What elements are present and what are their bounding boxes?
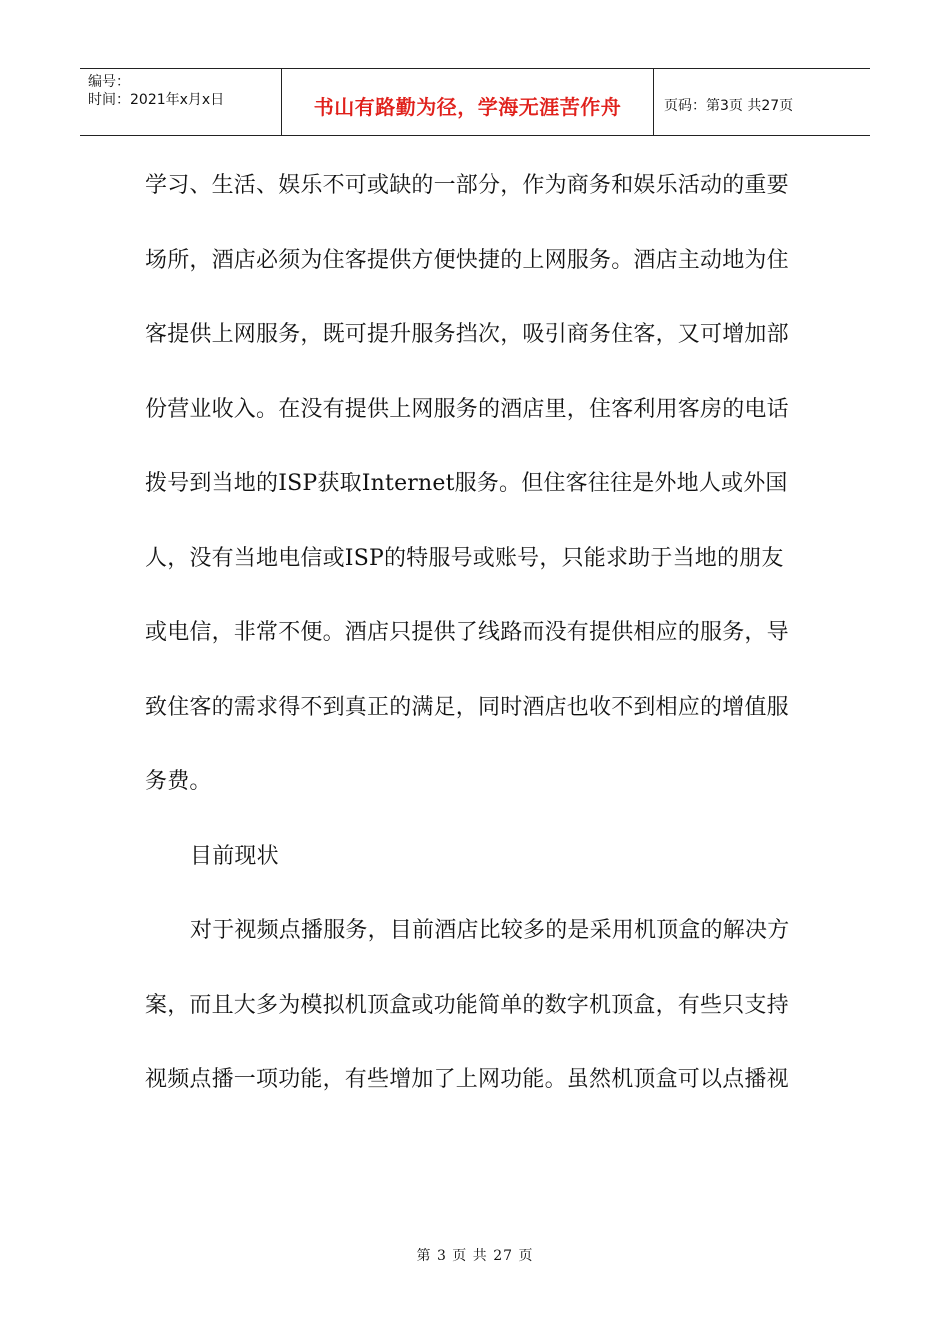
- body-line: 拨号到当地的ISP获取Internet服务。但住客往往是外地人或外国: [145, 471, 788, 496]
- document-date-label: 时间：2021年x月x日: [88, 92, 225, 108]
- body-line: 客提供上网服务，既可提升服务挡次，吸引商务住客，又可增加部: [145, 322, 789, 347]
- document-number-label: 编号：: [88, 74, 130, 90]
- body-line: 视频点播一项功能，有些增加了上网功能。虽然机顶盒可以点播视: [145, 1067, 789, 1092]
- header-page-info: 页码：第3页 共27页: [664, 98, 794, 114]
- body-line: 务费。: [145, 769, 212, 794]
- header-meta-cell: [80, 69, 282, 135]
- body-line: 场所，酒店必须为住客提供方便快捷的上网服务。酒店主动地为住: [145, 247, 789, 273]
- section-heading: 目前现状: [190, 843, 279, 869]
- body-line: 人，没有当地电信或ISP的特服号或账号，只能求助于当地的朋友: [145, 545, 784, 571]
- page-footer: 第 3 页 共 27 页: [416, 1248, 534, 1264]
- header-motto: 书山有路勤为径，学海无涯苦作舟: [282, 69, 654, 135]
- body-line: 份营业收入。在没有提供上网服务的酒店里，住客利用客房的电话: [145, 396, 789, 422]
- body-line: 对于视频点播服务，目前酒店比较多的是采用机顶盒的解决方: [190, 918, 790, 943]
- body-line: 或电信，非常不便。酒店只提供了线路而没有提供相应的服务，导: [145, 620, 789, 645]
- document-body: [145, 160, 805, 1129]
- header-table: [80, 68, 870, 136]
- body-line: 案，而且大多为模拟机顶盒或功能简单的数字机顶盒，有些只支持: [145, 992, 789, 1018]
- body-line: 学习、生活、娱乐不可或缺的一部分，作为商务和娱乐活动的重要: [145, 173, 789, 198]
- body-line: 致住客的需求得不到真正的满足，同时酒店也收不到相应的增值服: [145, 694, 789, 720]
